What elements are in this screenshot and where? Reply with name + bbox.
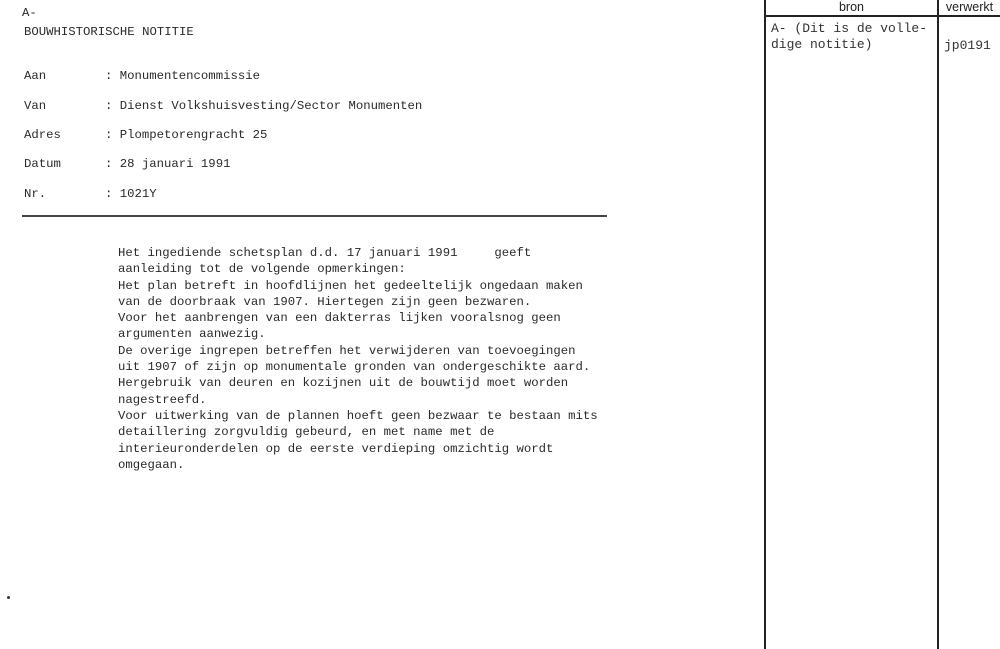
header-divider: [22, 215, 607, 217]
bron-line: dige notitie): [771, 37, 873, 52]
body-line: aanleiding tot de volgende opmerkingen:: [118, 262, 406, 277]
field-label: Datum: [24, 157, 61, 171]
field-value: : 28 januari 1991: [105, 157, 231, 171]
body-line: De overige ingrepen betreffen het verwijderen van toevoegingen: [118, 343, 576, 358]
document-title: BOUWHISTORISCHE NOTITIE: [24, 25, 194, 39]
body-line: van de doorbraak van 1907. Hiertegen zijn geen bezwaren.: [118, 294, 532, 309]
bron-line: A- (Dit is de volle-: [771, 21, 928, 36]
verwerkt-column-line: [937, 0, 939, 649]
notitie-body: [118, 245, 598, 473]
field-value: : Plompetorengracht 25: [105, 128, 268, 142]
bron-header: bron: [838, 0, 865, 14]
field-label: Aan: [24, 69, 47, 83]
field-label: Adres: [24, 128, 61, 142]
body-line: Het plan betreft in hoofdlijnen het gedeeltelijk ongedaan maken: [118, 278, 583, 293]
body-line: Voor het aanbrengen van een dakterras lijken vooralsnog geen: [118, 311, 561, 326]
field-label: Nr.: [24, 187, 47, 201]
body-line: Voor uitwerking van de plannen hoeft geen bezwaar te bestaan mits: [118, 408, 598, 423]
verwerkt-value: jp0191: [944, 38, 991, 53]
document-code: A-: [22, 6, 37, 20]
scan-speck: [7, 596, 10, 599]
body-line: interieuronderdelen op de eerste verdieping omzichtig wordt: [118, 441, 554, 456]
body-line: argumenten aanwezig.: [118, 327, 266, 342]
field-value: : Dienst Volkshuisvesting/Sector Monumenten: [105, 99, 423, 113]
margin-column-line: [764, 0, 766, 649]
field-value: : 1021Y: [105, 187, 157, 201]
field-value: : Monumentencommissie: [105, 69, 260, 83]
body-line: uit 1907 of zijn op monumentale gronden van ondergeschikte aard.: [118, 360, 591, 375]
body-line: Het ingediende schetsplan d.d. 17 januari 1991 geeft: [118, 246, 532, 260]
verwerkt-header: verwerkt: [945, 0, 994, 14]
body-line: nagestreefd.: [118, 392, 207, 407]
body-line: omgegaan.: [118, 457, 185, 472]
margin-header-line: [764, 15, 1000, 17]
field-label: Van: [24, 99, 47, 113]
body-line: detaillering zorgvuldig gebeurd, en met name met de: [118, 425, 495, 440]
body-line: Hergebruik van deuren en kozijnen uit de bouwtijd moet worden: [118, 376, 569, 391]
